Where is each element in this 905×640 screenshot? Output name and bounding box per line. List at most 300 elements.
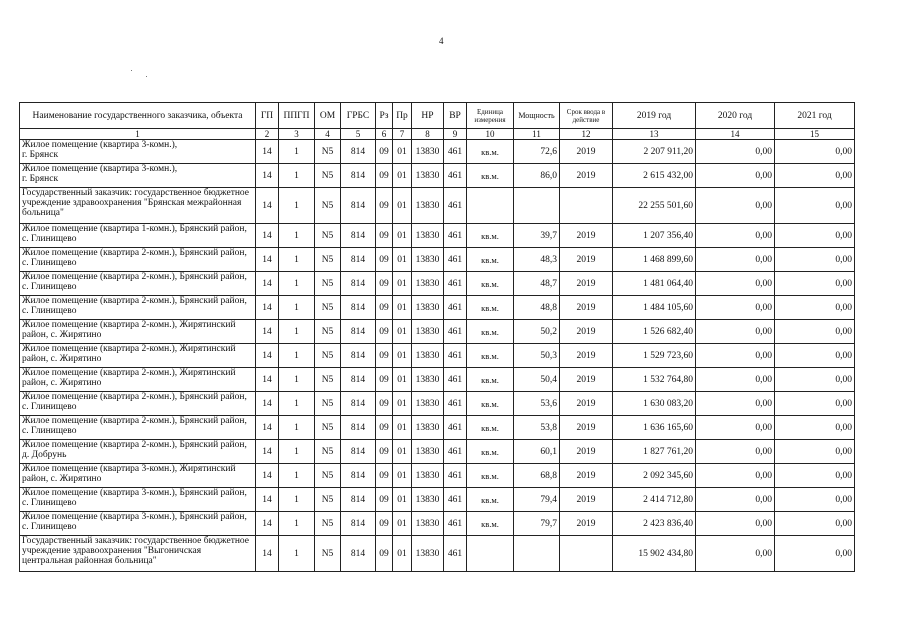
ppgp-cell: 1 <box>279 344 315 368</box>
pr-cell: 01 <box>393 320 412 344</box>
amount-2020-cell: 0,00 <box>696 248 775 272</box>
om-cell: N5 <box>315 188 341 224</box>
nr-cell: 13830 <box>412 272 444 296</box>
vr-cell: 461 <box>444 536 467 572</box>
term-cell: 2019 <box>560 416 613 440</box>
unit-cell: кв.м. <box>467 224 514 248</box>
rz-cell: 09 <box>376 272 393 296</box>
amount-2019-cell: 2 092 345,60 <box>613 464 696 488</box>
unit-cell: кв.м. <box>467 140 514 164</box>
table-row <box>20 188 855 224</box>
ppgp-cell: 1 <box>279 464 315 488</box>
amount-2019-cell: 2 615 432,00 <box>613 164 696 188</box>
amount-2019-cell: 1 481 064,40 <box>613 272 696 296</box>
amount-2021-cell: 0,00 <box>775 164 855 188</box>
header-2021: 2021 год <box>775 103 855 129</box>
power-cell: 48,8 <box>514 296 560 320</box>
ppgp-cell: 1 <box>279 248 315 272</box>
nr-cell: 13830 <box>412 140 444 164</box>
amount-2019-cell: 1 526 682,40 <box>613 320 696 344</box>
name-cell: Жилое помещение (квартира 2-комн.), Жирятинский район, с. Жирятино <box>20 344 256 368</box>
amount-2021-cell: 0,00 <box>775 368 855 392</box>
om-cell: N5 <box>315 416 341 440</box>
amount-2021-cell: 0,00 <box>775 464 855 488</box>
term-cell <box>560 536 613 572</box>
nr-cell: 13830 <box>412 392 444 416</box>
name-cell: Государственный заказчик: государственное бюджетное учреждение здравоохранения "Брянская межрайонная больница" <box>20 188 256 224</box>
nr-cell: 13830 <box>412 248 444 272</box>
column-number: 6 <box>376 129 393 140</box>
name-cell: Государственный заказчик: государственное бюджетное учреждение здравоохранения "Выгоничская центральная районная больница" <box>20 536 256 572</box>
om-cell: N5 <box>315 512 341 536</box>
name-cell: Жилое помещение (квартира 3-комн.), Жирятинский район, с. Жирятино <box>20 464 256 488</box>
amount-2019-cell: 15 902 434,80 <box>613 536 696 572</box>
column-number: 4 <box>315 129 341 140</box>
unit-cell: кв.м. <box>467 344 514 368</box>
grbs-cell: 814 <box>341 416 376 440</box>
term-cell: 2019 <box>560 512 613 536</box>
amount-2019-cell: 2 423 836,40 <box>613 512 696 536</box>
table-row <box>20 344 855 368</box>
amount-2019-cell: 1 630 083,20 <box>613 392 696 416</box>
table-row <box>20 416 855 440</box>
unit-cell: кв.м. <box>467 272 514 296</box>
amount-2019-cell: 1 827 761,20 <box>613 440 696 464</box>
unit-cell <box>467 188 514 224</box>
name-cell: Жилое помещение (квартира 3-комн.), г. Брянск <box>20 164 256 188</box>
rz-cell: 09 <box>376 224 393 248</box>
unit-cell: кв.м. <box>467 464 514 488</box>
term-cell: 2019 <box>560 272 613 296</box>
term-cell: 2019 <box>560 464 613 488</box>
gp-cell: 14 <box>256 368 279 392</box>
om-cell: N5 <box>315 536 341 572</box>
om-cell: N5 <box>315 392 341 416</box>
name-cell: Жилое помещение (квартира 3-комн.), г. Брянск <box>20 140 256 164</box>
amount-2021-cell: 0,00 <box>775 188 855 224</box>
ppgp-cell: 1 <box>279 272 315 296</box>
amount-2020-cell: 0,00 <box>696 164 775 188</box>
name-cell: Жилое помещение (квартира 3-комн.), Брянский район, с. Глинищево <box>20 512 256 536</box>
power-cell: 48,7 <box>514 272 560 296</box>
om-cell: N5 <box>315 140 341 164</box>
term-cell: 2019 <box>560 368 613 392</box>
table-row <box>20 224 855 248</box>
term-cell: 2019 <box>560 296 613 320</box>
name-cell: Жилое помещение (квартира 2-комн.), Брянский район, д. Добрунь <box>20 440 256 464</box>
grbs-cell: 814 <box>341 512 376 536</box>
unit-cell: кв.м. <box>467 248 514 272</box>
scan-speck <box>146 76 147 77</box>
nr-cell: 13830 <box>412 344 444 368</box>
gp-cell: 14 <box>256 248 279 272</box>
pr-cell: 01 <box>393 296 412 320</box>
scan-speck <box>131 70 132 71</box>
amount-2020-cell: 0,00 <box>696 296 775 320</box>
nr-cell: 13830 <box>412 164 444 188</box>
grbs-cell: 814 <box>341 440 376 464</box>
vr-cell: 461 <box>444 188 467 224</box>
table-row <box>20 440 855 464</box>
column-number: 15 <box>775 129 855 140</box>
rz-cell: 09 <box>376 488 393 512</box>
grbs-cell: 814 <box>341 536 376 572</box>
nr-cell: 13830 <box>412 464 444 488</box>
pr-cell: 01 <box>393 140 412 164</box>
name-cell: Жилое помещение (квартира 2-комн.), Брянский район, с. Глинищево <box>20 416 256 440</box>
nr-cell: 13830 <box>412 440 444 464</box>
header-vr: ВР <box>444 103 467 129</box>
gp-cell: 14 <box>256 512 279 536</box>
amount-2021-cell: 0,00 <box>775 140 855 164</box>
rz-cell: 09 <box>376 440 393 464</box>
nr-cell: 13830 <box>412 512 444 536</box>
gp-cell: 14 <box>256 224 279 248</box>
amount-2019-cell: 2 414 712,80 <box>613 488 696 512</box>
table-row <box>20 140 855 164</box>
header-om: ОМ <box>315 103 341 129</box>
column-number: 8 <box>412 129 444 140</box>
amount-2021-cell: 0,00 <box>775 536 855 572</box>
amount-2021-cell: 0,00 <box>775 320 855 344</box>
power-cell: 53,8 <box>514 416 560 440</box>
header-ppgp: ППГП <box>279 103 315 129</box>
amount-2019-cell: 1 532 764,80 <box>613 368 696 392</box>
gp-cell: 14 <box>256 320 279 344</box>
amount-2021-cell: 0,00 <box>775 296 855 320</box>
ppgp-cell: 1 <box>279 224 315 248</box>
column-number: 1 <box>20 129 256 140</box>
term-cell: 2019 <box>560 488 613 512</box>
pr-cell: 01 <box>393 188 412 224</box>
gp-cell: 14 <box>256 140 279 164</box>
gp-cell: 14 <box>256 416 279 440</box>
header-grbs: ГРБС <box>341 103 376 129</box>
vr-cell: 461 <box>444 440 467 464</box>
gp-cell: 14 <box>256 296 279 320</box>
vr-cell: 461 <box>444 488 467 512</box>
grbs-cell: 814 <box>341 368 376 392</box>
vr-cell: 461 <box>444 224 467 248</box>
term-cell: 2019 <box>560 224 613 248</box>
ppgp-cell: 1 <box>279 512 315 536</box>
om-cell: N5 <box>315 248 341 272</box>
rz-cell: 09 <box>376 416 393 440</box>
column-number: 7 <box>393 129 412 140</box>
vr-cell: 461 <box>444 320 467 344</box>
nr-cell: 13830 <box>412 368 444 392</box>
amount-2021-cell: 0,00 <box>775 248 855 272</box>
power-cell: 79,4 <box>514 488 560 512</box>
vr-cell: 461 <box>444 368 467 392</box>
amount-2020-cell: 0,00 <box>696 464 775 488</box>
amount-2020-cell: 0,00 <box>696 188 775 224</box>
name-cell: Жилое помещение (квартира 1-комн.), Брянский район, с. Глинищево <box>20 224 256 248</box>
vr-cell: 461 <box>444 272 467 296</box>
pr-cell: 01 <box>393 344 412 368</box>
vr-cell: 461 <box>444 464 467 488</box>
ppgp-cell: 1 <box>279 416 315 440</box>
pr-cell: 01 <box>393 368 412 392</box>
vr-cell: 461 <box>444 164 467 188</box>
power-cell: 50,2 <box>514 320 560 344</box>
om-cell: N5 <box>315 224 341 248</box>
table-header-row <box>20 103 855 129</box>
column-number: 9 <box>444 129 467 140</box>
ppgp-cell: 1 <box>279 536 315 572</box>
nr-cell: 13830 <box>412 320 444 344</box>
gp-cell: 14 <box>256 188 279 224</box>
om-cell: N5 <box>315 344 341 368</box>
pr-cell: 01 <box>393 416 412 440</box>
vr-cell: 461 <box>444 392 467 416</box>
term-cell: 2019 <box>560 248 613 272</box>
grbs-cell: 814 <box>341 224 376 248</box>
term-cell: 2019 <box>560 320 613 344</box>
header-2019: 2019 год <box>613 103 696 129</box>
rz-cell: 09 <box>376 140 393 164</box>
ppgp-cell: 1 <box>279 368 315 392</box>
column-number-row <box>20 129 855 140</box>
term-cell: 2019 <box>560 140 613 164</box>
nr-cell: 13830 <box>412 488 444 512</box>
rz-cell: 09 <box>376 320 393 344</box>
om-cell: N5 <box>315 320 341 344</box>
rz-cell: 09 <box>376 392 393 416</box>
name-cell: Жилое помещение (квартира 2-комн.), Брянский район, с. Глинищево <box>20 392 256 416</box>
ppgp-cell: 1 <box>279 392 315 416</box>
amount-2020-cell: 0,00 <box>696 416 775 440</box>
amount-2019-cell: 1 529 723,60 <box>613 344 696 368</box>
rz-cell: 09 <box>376 188 393 224</box>
amount-2021-cell: 0,00 <box>775 392 855 416</box>
nr-cell: 13830 <box>412 296 444 320</box>
gp-cell: 14 <box>256 392 279 416</box>
table-row <box>20 164 855 188</box>
om-cell: N5 <box>315 440 341 464</box>
om-cell: N5 <box>315 464 341 488</box>
term-cell: 2019 <box>560 344 613 368</box>
table-row <box>20 272 855 296</box>
unit-cell: кв.м. <box>467 392 514 416</box>
rz-cell: 09 <box>376 248 393 272</box>
ppgp-cell: 1 <box>279 296 315 320</box>
pr-cell: 01 <box>393 488 412 512</box>
amount-2021-cell: 0,00 <box>775 224 855 248</box>
amount-2020-cell: 0,00 <box>696 488 775 512</box>
gp-cell: 14 <box>256 440 279 464</box>
amount-2020-cell: 0,00 <box>696 368 775 392</box>
unit-cell: кв.м. <box>467 488 514 512</box>
gp-cell: 14 <box>256 344 279 368</box>
header-2020: 2020 год <box>696 103 775 129</box>
om-cell: N5 <box>315 272 341 296</box>
pr-cell: 01 <box>393 392 412 416</box>
pr-cell: 01 <box>393 512 412 536</box>
header-term: Срок ввода в действие <box>560 103 613 129</box>
power-cell <box>514 188 560 224</box>
unit-cell <box>467 536 514 572</box>
term-cell <box>560 188 613 224</box>
pr-cell: 01 <box>393 464 412 488</box>
grbs-cell: 814 <box>341 320 376 344</box>
grbs-cell: 814 <box>341 272 376 296</box>
column-number: 14 <box>696 129 775 140</box>
table-row <box>20 248 855 272</box>
pr-cell: 01 <box>393 440 412 464</box>
name-cell: Жилое помещение (квартира 2-комн.), Брянский район, с. Глинищево <box>20 248 256 272</box>
term-cell: 2019 <box>560 392 613 416</box>
term-cell: 2019 <box>560 440 613 464</box>
unit-cell: кв.м. <box>467 320 514 344</box>
pr-cell: 01 <box>393 536 412 572</box>
name-cell: Жилое помещение (квартира 2-комн.), Брянский район, с. Глинищево <box>20 296 256 320</box>
header-unit: Единица измерения <box>467 103 514 129</box>
amount-2020-cell: 0,00 <box>696 392 775 416</box>
rz-cell: 09 <box>376 536 393 572</box>
power-cell <box>514 536 560 572</box>
power-cell: 79,7 <box>514 512 560 536</box>
power-cell: 72,6 <box>514 140 560 164</box>
header-pr: Пр <box>393 103 412 129</box>
power-cell: 60,1 <box>514 440 560 464</box>
unit-cell: кв.м. <box>467 512 514 536</box>
power-cell: 50,4 <box>514 368 560 392</box>
header-power: Мощность <box>514 103 560 129</box>
column-number: 10 <box>467 129 514 140</box>
rz-cell: 09 <box>376 368 393 392</box>
pr-cell: 01 <box>393 272 412 296</box>
amount-2020-cell: 0,00 <box>696 320 775 344</box>
ppgp-cell: 1 <box>279 320 315 344</box>
nr-cell: 13830 <box>412 416 444 440</box>
power-cell: 50,3 <box>514 344 560 368</box>
gp-cell: 14 <box>256 536 279 572</box>
column-number: 11 <box>514 129 560 140</box>
power-cell: 48,3 <box>514 248 560 272</box>
table-row <box>20 536 855 572</box>
amount-2019-cell: 1 636 165,60 <box>613 416 696 440</box>
gp-cell: 14 <box>256 272 279 296</box>
om-cell: N5 <box>315 164 341 188</box>
vr-cell: 461 <box>444 140 467 164</box>
amount-2019-cell: 1 207 356,40 <box>613 224 696 248</box>
unit-cell: кв.м. <box>467 296 514 320</box>
om-cell: N5 <box>315 296 341 320</box>
amount-2019-cell: 1 468 899,60 <box>613 248 696 272</box>
pr-cell: 01 <box>393 164 412 188</box>
vr-cell: 461 <box>444 512 467 536</box>
pr-cell: 01 <box>393 248 412 272</box>
grbs-cell: 814 <box>341 164 376 188</box>
amount-2021-cell: 0,00 <box>775 512 855 536</box>
grbs-cell: 814 <box>341 140 376 164</box>
header-rz: Рз <box>376 103 393 129</box>
grbs-cell: 814 <box>341 248 376 272</box>
om-cell: N5 <box>315 488 341 512</box>
unit-cell: кв.м. <box>467 368 514 392</box>
amount-2020-cell: 0,00 <box>696 440 775 464</box>
vr-cell: 461 <box>444 296 467 320</box>
unit-cell: кв.м. <box>467 164 514 188</box>
grbs-cell: 814 <box>341 392 376 416</box>
amount-2020-cell: 0,00 <box>696 140 775 164</box>
amount-2021-cell: 0,00 <box>775 344 855 368</box>
name-cell: Жилое помещение (квартира 3-комн.), Брянский район, с. Глинищево <box>20 488 256 512</box>
column-number: 5 <box>341 129 376 140</box>
power-cell: 68,8 <box>514 464 560 488</box>
table-row <box>20 464 855 488</box>
amount-2019-cell: 22 255 501,60 <box>613 188 696 224</box>
unit-cell: кв.м. <box>467 440 514 464</box>
ppgp-cell: 1 <box>279 140 315 164</box>
amount-2020-cell: 0,00 <box>696 512 775 536</box>
table-row <box>20 512 855 536</box>
page-number: 4 <box>439 36 444 46</box>
rz-cell: 09 <box>376 344 393 368</box>
rz-cell: 09 <box>376 164 393 188</box>
nr-cell: 13830 <box>412 188 444 224</box>
nr-cell: 13830 <box>412 224 444 248</box>
rz-cell: 09 <box>376 296 393 320</box>
table-row <box>20 296 855 320</box>
amount-2020-cell: 0,00 <box>696 224 775 248</box>
ppgp-cell: 1 <box>279 440 315 464</box>
nr-cell: 13830 <box>412 536 444 572</box>
gp-cell: 14 <box>256 164 279 188</box>
term-cell: 2019 <box>560 164 613 188</box>
grbs-cell: 814 <box>341 296 376 320</box>
header-nr: НР <box>412 103 444 129</box>
gp-cell: 14 <box>256 488 279 512</box>
amount-2020-cell: 0,00 <box>696 536 775 572</box>
unit-cell: кв.м. <box>467 416 514 440</box>
ppgp-cell: 1 <box>279 164 315 188</box>
column-number: 13 <box>613 129 696 140</box>
column-number: 3 <box>279 129 315 140</box>
budget-table <box>19 102 855 572</box>
table-row <box>20 368 855 392</box>
om-cell: N5 <box>315 368 341 392</box>
power-cell: 39,7 <box>514 224 560 248</box>
grbs-cell: 814 <box>341 488 376 512</box>
amount-2021-cell: 0,00 <box>775 440 855 464</box>
table-row <box>20 488 855 512</box>
ppgp-cell: 1 <box>279 488 315 512</box>
table-row <box>20 392 855 416</box>
amount-2020-cell: 0,00 <box>696 272 775 296</box>
amount-2021-cell: 0,00 <box>775 416 855 440</box>
table-row <box>20 320 855 344</box>
column-number: 12 <box>560 129 613 140</box>
vr-cell: 461 <box>444 416 467 440</box>
amount-2019-cell: 1 484 105,60 <box>613 296 696 320</box>
amount-2020-cell: 0,00 <box>696 344 775 368</box>
grbs-cell: 814 <box>341 344 376 368</box>
rz-cell: 09 <box>376 464 393 488</box>
ppgp-cell: 1 <box>279 188 315 224</box>
grbs-cell: 814 <box>341 464 376 488</box>
pr-cell: 01 <box>393 224 412 248</box>
amount-2021-cell: 0,00 <box>775 488 855 512</box>
name-cell: Жилое помещение (квартира 2-комн.), Жирятинский район, с. Жирятино <box>20 368 256 392</box>
vr-cell: 461 <box>444 344 467 368</box>
amount-2019-cell: 2 207 911,20 <box>613 140 696 164</box>
name-cell: Жилое помещение (квартира 2-комн.), Жирятинский район, с. Жирятино <box>20 320 256 344</box>
header-name: Наименование государственного заказчика, объекта <box>20 103 256 129</box>
vr-cell: 461 <box>444 248 467 272</box>
gp-cell: 14 <box>256 464 279 488</box>
